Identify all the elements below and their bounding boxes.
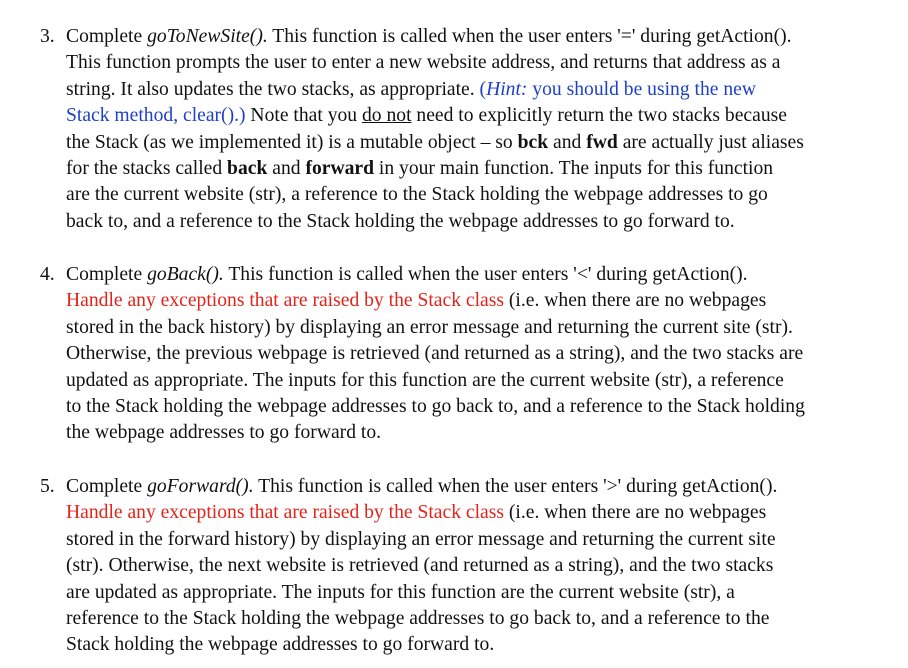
text-line: stored in the back history) by displaying an error message and returning the current site (str). xyxy=(66,316,793,338)
text-run: (i.e. when there are no webpages xyxy=(503,290,767,312)
text-run: and xyxy=(267,158,306,180)
text-line xyxy=(66,156,880,182)
item-number: 3. xyxy=(40,26,55,47)
text-line xyxy=(66,24,880,50)
text-line: Stack holding the webpage addresses to go forward to. xyxy=(66,634,495,656)
text-line: are updated as appropriate. The inputs for this function are the current website (str), a xyxy=(66,581,735,603)
text-line: the webpage addresses to go forward to. xyxy=(66,422,382,444)
text-line xyxy=(66,77,880,103)
list-item-5 xyxy=(40,474,880,659)
item-number: 5. xyxy=(40,476,55,497)
highlighted-requirement: Handle any exceptions that are raised by the Stack class xyxy=(66,502,504,524)
underlined-text: do not xyxy=(361,105,412,127)
text-run: and xyxy=(548,131,587,153)
text-run: in your main function. The inputs for this function xyxy=(374,158,774,180)
text-line xyxy=(66,130,880,156)
hint-text: Stack method, clear().) xyxy=(66,105,246,127)
text-run: are actually just aliases xyxy=(617,131,804,153)
text-line xyxy=(66,474,880,500)
text-run: Note that you xyxy=(245,105,362,127)
text-run: Complete xyxy=(66,26,148,47)
text-run: the Stack (as we implemented it) is a mutable object – so xyxy=(66,131,518,153)
list-item-4 xyxy=(40,262,880,447)
hint-text: you should be using the new xyxy=(527,78,757,100)
item-body xyxy=(66,24,880,235)
function-name: goBack(). xyxy=(147,264,224,285)
text-run: (i.e. when there are no webpages xyxy=(503,502,767,524)
item-body xyxy=(66,262,880,447)
text-line: back to, and a reference to the Stack holding the webpage addresses to go forward to. xyxy=(66,210,735,232)
text-run: need to explicitly return the two stacks because xyxy=(411,105,787,127)
function-name: goForward(). xyxy=(147,476,254,497)
text-line: This function prompts the user to enter a new website address, and returns that address as a xyxy=(66,52,781,74)
item-number: 4. xyxy=(40,264,55,285)
text-run: for the stacks called xyxy=(66,158,228,180)
hint-label: Hint: xyxy=(486,78,528,100)
text-line: (str). Otherwise, the next website is retrieved (and returned as a string), and the two stacks xyxy=(66,555,774,577)
highlighted-requirement: Handle any exceptions that are raised by the Stack class xyxy=(66,290,504,312)
text-run: This function is called when the user enters '>' during getAction(). xyxy=(253,476,778,497)
text-line: stored in the forward history) by displaying an error message and returning the current site xyxy=(66,528,776,550)
text-line: updated as appropriate. The inputs for this function are the current website (str), a reference xyxy=(66,369,784,391)
bold-term: back xyxy=(227,158,268,180)
text-line xyxy=(66,262,880,288)
function-name: goToNewSite(). xyxy=(147,26,268,47)
text-run: This function is called when the user enters '=' during getAction(). xyxy=(267,26,792,47)
text-line: reference to the Stack holding the webpage addresses to go back to, and a reference to the xyxy=(66,608,770,630)
text-line xyxy=(66,288,880,314)
text-run: This function is called when the user enters '<' during getAction(). xyxy=(223,264,748,285)
text-line: are the current website (str), a reference to the Stack holding the webpage addresses to go xyxy=(66,184,768,206)
text-line xyxy=(66,500,880,526)
text-run: Complete xyxy=(66,264,148,285)
text-run: Complete xyxy=(66,476,148,497)
item-body xyxy=(66,474,880,659)
hint-text: ( xyxy=(479,78,487,100)
text-run: string. It also updates the two stacks, as appropriate. xyxy=(66,78,480,100)
text-line: Otherwise, the previous webpage is retrieved (and returned as a string), and the two stacks are xyxy=(66,343,804,365)
bold-term: bck xyxy=(517,131,549,153)
bold-term: fwd xyxy=(586,131,618,153)
text-line: to the Stack holding the webpage addresses to go back to, and a reference to the Stack holding xyxy=(66,396,805,418)
list-item-3 xyxy=(40,24,880,235)
bold-term: forward xyxy=(305,158,374,180)
text-line xyxy=(66,103,880,129)
